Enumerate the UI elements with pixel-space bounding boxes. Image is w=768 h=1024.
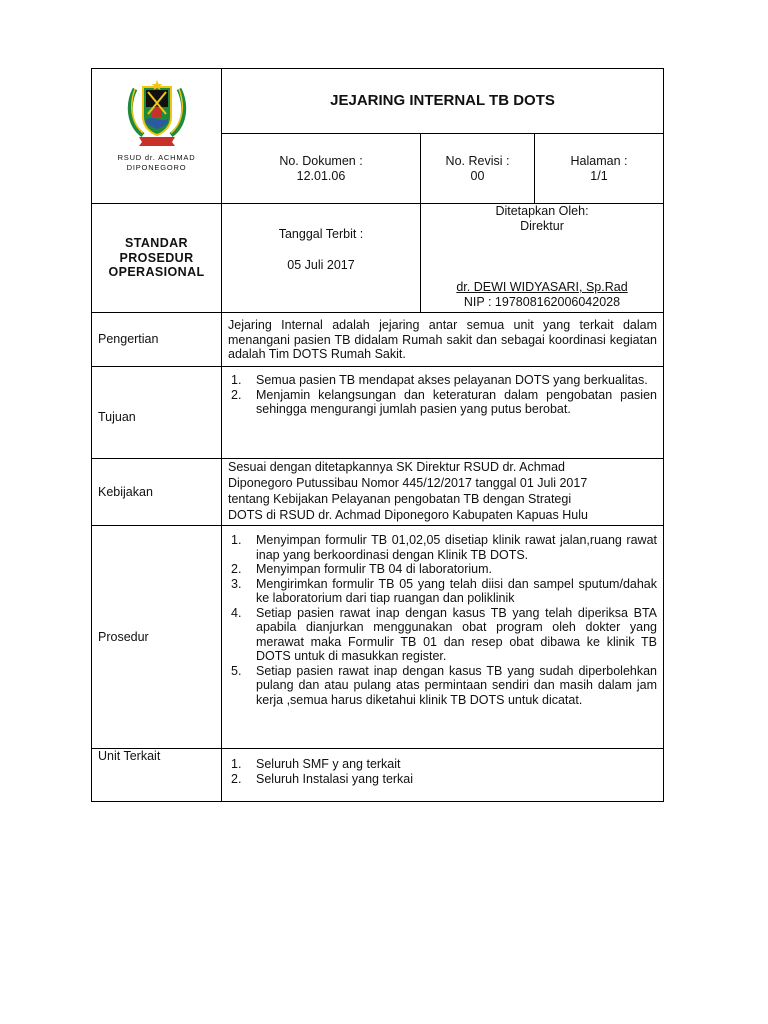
unit-terkait-label: Unit Terkait <box>92 749 222 802</box>
document-title: JEJARING INTERNAL TB DOTS <box>222 69 664 134</box>
doc-number-label: No. Dokumen : <box>279 154 363 168</box>
established-by-cell <box>421 204 664 313</box>
list-number: 4. <box>231 605 242 620</box>
list-text: Semua pasien TB mendapat akses pelayanan DOTS yang berkualitas. <box>256 373 648 387</box>
sop-label-line2: PROSEDUR <box>119 250 194 265</box>
signatory-name: dr. DEWI WIDYASARI, Sp.Rad <box>456 280 628 294</box>
prosedur-content <box>222 526 664 749</box>
issue-date-label: Tanggal Terbit : <box>278 227 364 241</box>
kebijakan-label: Kebijakan <box>92 459 222 526</box>
hospital-name-line2: DIPONEGORO <box>126 163 187 172</box>
page-label: Halaman : <box>570 154 628 168</box>
unit-terkait-content <box>222 749 664 802</box>
sop-label <box>92 204 222 313</box>
tujuan-label: Tujuan <box>92 367 222 459</box>
list-number: 2. <box>231 387 242 402</box>
list-text: Mengirimkan formulir TB 05 yang telah diisi dan sampel sputum/dahak ke laboratorium dari tiap ruangan dan poliklinik <box>256 576 657 605</box>
kebijakan-text <box>222 459 664 526</box>
sop-document <box>91 68 663 802</box>
crest-icon <box>125 77 189 147</box>
list-item <box>228 772 657 787</box>
list-number: 1. <box>231 533 242 547</box>
list-item <box>228 757 657 772</box>
established-by-label: Ditetapkan Oleh: <box>495 204 589 218</box>
list-item <box>228 533 657 562</box>
doc-number-value: 12.01.06 <box>296 168 346 183</box>
list-item <box>228 577 657 606</box>
hospital-name-line1: RSUD dr. ACHMAD <box>117 153 196 162</box>
list-text: Setiap pasien rawat inap dengan kasus TB yang sudah diperbolehkan pulang dan atau pulang atas permintaan sendiri dan masih dalam jam kerja ,semua harus diketahui klinik TB DOTS untuk dicatat. <box>256 663 657 707</box>
kebijakan-line: Sesuai dengan ditetapkannya SK Direktur RSUD dr. Achmad <box>228 460 565 474</box>
tujuan-list <box>228 373 657 417</box>
list-number: 1. <box>231 373 242 387</box>
pengertian-label: Pengertian <box>92 313 222 367</box>
list-number: 2. <box>231 562 242 576</box>
list-number: 3. <box>231 576 242 591</box>
list-number: 2. <box>231 771 242 786</box>
list-item <box>228 664 657 708</box>
list-item <box>228 562 657 577</box>
unit-terkait-list <box>228 757 657 786</box>
prosedur-label: Prosedur <box>92 526 222 749</box>
doc-number-cell <box>222 134 421 204</box>
pengertian-text: Jejaring Internal adalah jejaring antar semua unit yang terkait dalam menangani pasien TB didalam Rumah sakit dan sebagai koordinasi kegiatan adalah Tim DOTS Rumah Sakit. <box>222 313 664 367</box>
revision-value: 00 <box>470 168 485 183</box>
tujuan-content <box>222 367 664 459</box>
list-item <box>228 388 657 417</box>
list-number: 5. <box>231 663 242 678</box>
list-text: Menyimpan formulir TB 04 di laboratorium. <box>256 562 492 576</box>
revision-label: No. Revisi : <box>445 154 510 168</box>
issue-date-cell <box>222 204 421 313</box>
sop-table <box>91 68 664 802</box>
list-text: Menyimpan formulir TB 01,02,05 disetiap klinik rawat jalan,ruang rawat inap yang berkoordinasi dengan Klinik TB DOTS. <box>256 533 657 562</box>
revision-cell <box>421 134 535 204</box>
issue-date-value: 05 Juli 2017 <box>287 257 355 272</box>
list-text: Seluruh Instalasi yang terkai <box>256 771 414 786</box>
list-text: Seluruh SMF y ang terkait <box>256 757 401 771</box>
kebijakan-line: Diponegoro Putussibau Nomor 445/12/2017 tanggal 01 Juli 2017 <box>228 476 588 490</box>
sop-label-line1: STANDAR <box>125 236 188 251</box>
page-cell <box>535 134 664 204</box>
established-by-role: Direktur <box>520 218 564 233</box>
list-number: 1. <box>231 757 242 771</box>
list-item <box>228 606 657 664</box>
kebijakan-line: tentang Kebijakan Pelayanan pengobatan TB dengan Strategi <box>228 492 572 506</box>
list-text: Setiap pasien rawat inap dengan kasus TB yang telah diperiksa BTA apabila dianjurkan menggunakan obat program oleh dokter yang merawat maka Formulir TB 01 dan resep obat dibawa ke klinik TB DOTS untuk di masukkan register. <box>256 605 657 663</box>
hospital-logo-cell <box>92 69 222 204</box>
prosedur-list <box>228 533 657 707</box>
signatory-nip: NIP : 197808162006042028 <box>463 294 621 309</box>
hospital-logo <box>92 77 221 147</box>
sop-label-line3: OPERASIONAL <box>108 265 205 280</box>
page-value: 1/1 <box>590 168 608 183</box>
list-text: Menjamin kelangsungan dan keteraturan dalam pengobatan pasien sehingga mengurangi jumlah pasien yang putus berobat. <box>256 387 657 416</box>
hospital-name <box>92 153 221 173</box>
kebijakan-line: DOTS di RSUD dr. Achmad Diponegoro Kabupaten Kapuas Hulu <box>228 508 588 522</box>
list-item <box>228 373 657 388</box>
